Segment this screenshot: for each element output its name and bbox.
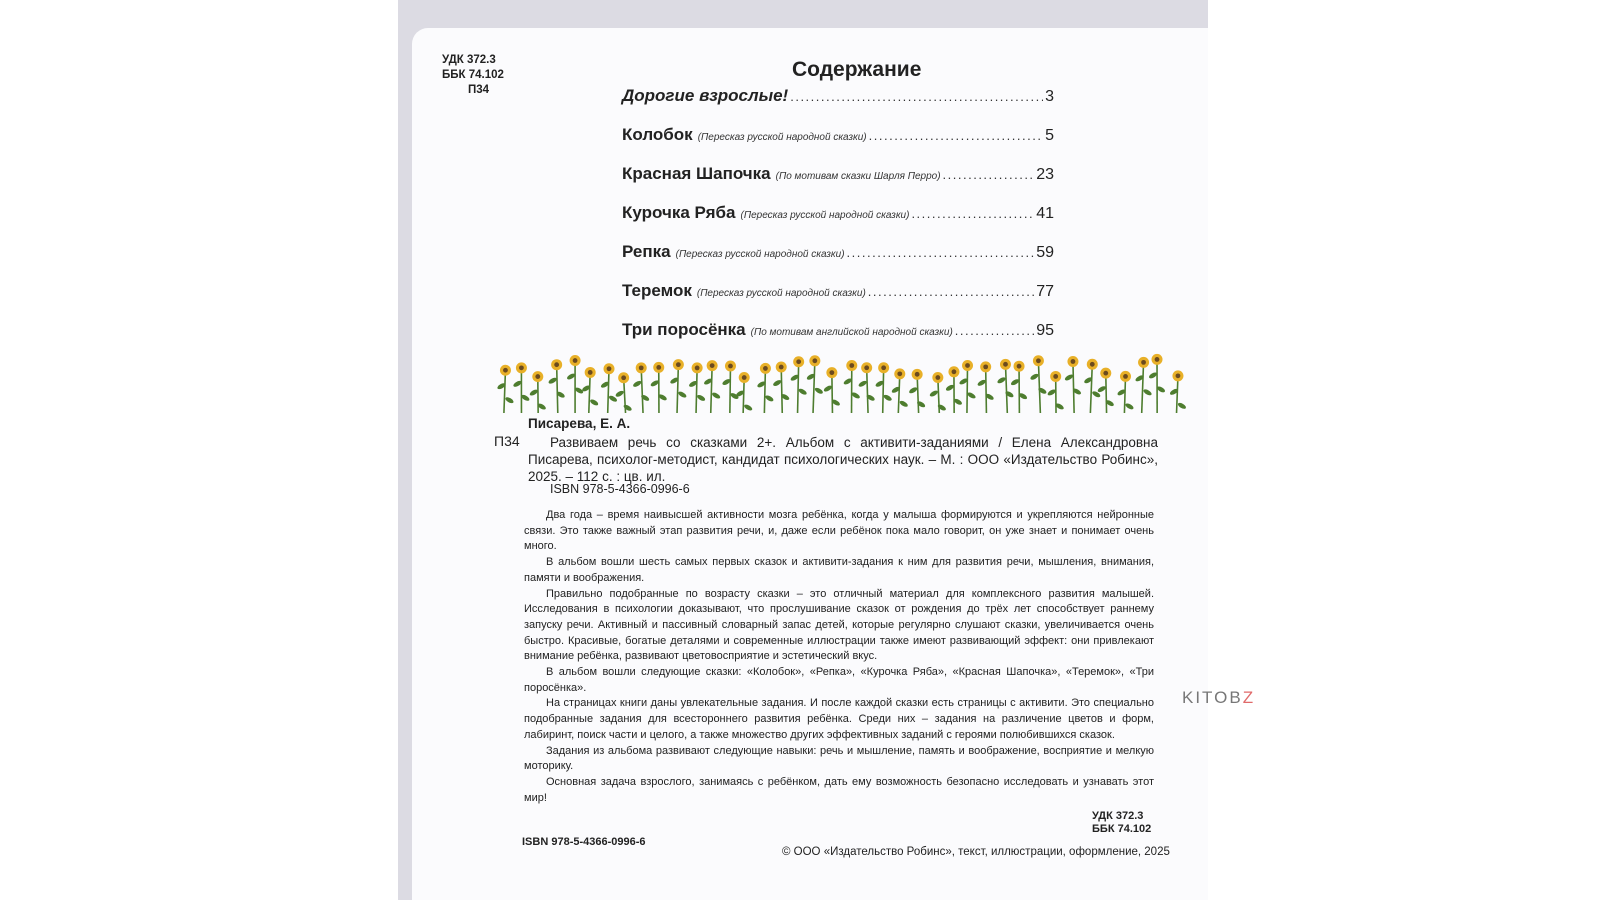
bibliographic-description: Развиваем речь со сказками 2+. Альбом с активити-заданиями / Елена Александровна Писарева, психолог-методист, кандидат психологических наук. – М. : ООО «Издательство Робинс», 2025. – 112 с. : цв. ил.	[528, 435, 1158, 484]
sunflower-icon	[996, 359, 1014, 413]
sunflower-icon	[843, 360, 861, 413]
toc-title: Содержание	[792, 58, 922, 81]
sunflower-icon	[1047, 371, 1065, 413]
sunflower-icon	[529, 371, 547, 413]
toc-item-page: 23	[1036, 166, 1054, 183]
sunflower-icon	[806, 355, 824, 413]
isbn-footer: ISBN 978-5-4366-0996-6	[522, 836, 646, 848]
sunflower-icon	[721, 361, 739, 413]
toc-item-page: 59	[1036, 244, 1054, 261]
sunflower-icon	[1083, 359, 1101, 413]
sunflower-icon	[581, 367, 599, 413]
toc-item-page: 5	[1045, 127, 1054, 144]
toc-item[interactable]	[622, 164, 1054, 203]
sunflower-icon	[600, 363, 618, 413]
toc-item-page: 77	[1036, 283, 1054, 300]
sunflower-icon	[858, 362, 876, 413]
toc-item-page: 95	[1036, 322, 1054, 339]
sunflower-icon	[735, 372, 753, 413]
toc-leader-dots	[847, 245, 1035, 260]
annotation-paragraph: Основная задача взрослого, занимаясь с ребёнком, дать ему возможность безопасно исследовать и узнавать этот мир!	[524, 775, 1154, 804]
toc-item[interactable]	[622, 125, 1054, 164]
book-page	[412, 28, 1208, 900]
sunflower-icon	[1135, 357, 1153, 413]
annotation-paragraph: Два года – время наивысшей активности мозга ребёнка, когда у малыша формируются и укрепляются нейронные связи. Это также важный этап развития речи, и, даже если ребёнок пока мало говорит, он уже знает и понимает очень много.	[524, 509, 1154, 553]
toc-item[interactable]	[622, 203, 1054, 242]
sunflower-icon	[1148, 354, 1166, 413]
bibliographic-code: П34	[494, 433, 520, 449]
udk-classification-top	[442, 53, 504, 98]
sunflower-icon	[1169, 370, 1187, 413]
udk-classification-bottom	[1092, 810, 1151, 836]
sunflower-icon	[1097, 368, 1115, 413]
toc-item-note: (По мотивам сказки Шарля Перро)	[775, 171, 941, 182]
table-of-contents	[622, 86, 1054, 359]
toc-item-name: Три поросёнка	[622, 320, 746, 339]
annotation-paragraph: Правильно подобранные по возрасту сказки – это отличный материал для комплексного развития малышей. Исследования в психологии доказывают, что прослушивание сказок от рождения до трёх лет способствует раннему запуску речи. Активный и пассивный словарный запас детей, которые регулярно слушают сказки, увеличивается очень быстро. Красивые, богатые деталями и современные иллюстрации также имеют развивающий эффект: они привлекают внимание ребёнка, развивают цветовосприятие и эстетический вкус.	[524, 587, 1154, 663]
sunflower-icon	[512, 362, 530, 413]
sunflower-icon	[566, 355, 584, 413]
toc-item-name: Красная Шапочка	[622, 164, 771, 183]
toc-leader-dots	[868, 284, 1034, 299]
toc-leader-dots	[955, 323, 1034, 338]
sunflower-icon	[891, 368, 909, 413]
toc-leader-dots	[790, 89, 1043, 104]
toc-item-note: (Пересказ русской народной сказки)	[696, 288, 866, 299]
sunflower-icon	[497, 365, 514, 413]
toc-item-name: Теремок	[622, 281, 692, 300]
toc-item-page: 3	[1045, 88, 1054, 105]
sunflower-icon	[1117, 371, 1135, 413]
toc-item[interactable]	[622, 86, 1054, 125]
sunflower-icon	[650, 362, 668, 413]
watermark-text-right: Z	[1242, 688, 1256, 707]
annotation-paragraph: На страницах книги даны увлекательные задания. И после каждой сказки есть страницы с активити. Это специально подобранные задания для всестороннего развития ребёнка. Среди них – задания на различение цветов и форм, лабиринт, поиск части и целого, а также множество других эффективных заданий с героями полюбившихся сказок.	[524, 697, 1154, 741]
annotation-paragraph: В альбом вошли следующие сказки: «Колобок», «Репка», «Курочка Ряба», «Красная Шапочка», «Теремок», «Три поросёнка».	[524, 666, 1154, 694]
sunflower-icon	[875, 362, 893, 413]
toc-item-note: (Пересказ русской народной сказки)	[740, 210, 910, 221]
sunflower-icon	[945, 366, 963, 413]
watermark	[1182, 688, 1255, 708]
copyright-notice: © ООО «Издательство Робинс», текст, иллюстрации, оформление, 2025	[782, 846, 1170, 858]
sunflower-icon	[1010, 361, 1028, 413]
sunflower-icon	[669, 359, 687, 413]
toc-item-name: Репка	[622, 242, 671, 261]
book-page-background	[398, 0, 1208, 900]
toc-item-note: (Пересказ русской народной сказки)	[675, 249, 845, 260]
sunflower-icon	[772, 362, 790, 413]
bbk-code: ББК 74.102	[442, 69, 504, 81]
sunflower-icon	[632, 362, 650, 413]
toc-item[interactable]	[622, 281, 1054, 320]
sunflower-icon	[548, 359, 566, 413]
toc-item-name: Дорогие взрослые!	[622, 86, 789, 105]
sunflower-icon	[959, 360, 977, 413]
toc-item-note: (Пересказ русской народной сказки)	[697, 132, 867, 143]
toc-item-name: Курочка Ряба	[622, 203, 736, 222]
sunflower-icon	[790, 356, 808, 413]
sunflower-icon	[1064, 356, 1082, 413]
bbk-code: ББК 74.102	[1092, 823, 1152, 835]
toc-item[interactable]	[622, 242, 1054, 281]
annotation-paragraph: Задания из альбома развивают следующие навыки: речь и мышление, память и воображение, восприятие и мелкую моторику.	[524, 744, 1154, 773]
sunflower-icon	[977, 361, 995, 413]
sunflower-icon	[756, 363, 774, 413]
udk-code: УДК 372.3	[1092, 810, 1144, 822]
watermark-text-left: KITOB	[1182, 688, 1243, 707]
sunflower-icon	[823, 367, 841, 413]
toc-item-note: (По мотивам английской народной сказки)	[750, 327, 953, 338]
annotation	[524, 508, 1154, 806]
sunflower-icon	[688, 362, 706, 413]
sunflower-border-illustration	[497, 353, 1187, 415]
bibliographic-author: Писарева, Е. А.	[528, 416, 631, 431]
sunflower-icon	[929, 372, 947, 413]
toc-item-page: 41	[1036, 205, 1054, 222]
toc-leader-dots	[911, 206, 1034, 221]
sunflower-icon	[615, 372, 633, 413]
author-mark: П34	[468, 84, 490, 96]
toc-leader-dots	[943, 167, 1035, 182]
sunflower-icon	[1029, 355, 1047, 413]
annotation-paragraph: В альбом вошли шесть самых первых сказок и активити-задания к ним для развития речи, мышления, внимания, памяти и воображения.	[524, 556, 1154, 584]
bibliographic-isbn: ISBN 978-5-4366-0996-6	[550, 482, 690, 496]
sunflower-icon	[908, 369, 926, 413]
sunflower-icon	[703, 360, 721, 413]
udk-code: УДК 372.3	[442, 54, 496, 66]
toc-leader-dots	[869, 128, 1043, 143]
toc-item-name: Колобок	[622, 125, 693, 144]
